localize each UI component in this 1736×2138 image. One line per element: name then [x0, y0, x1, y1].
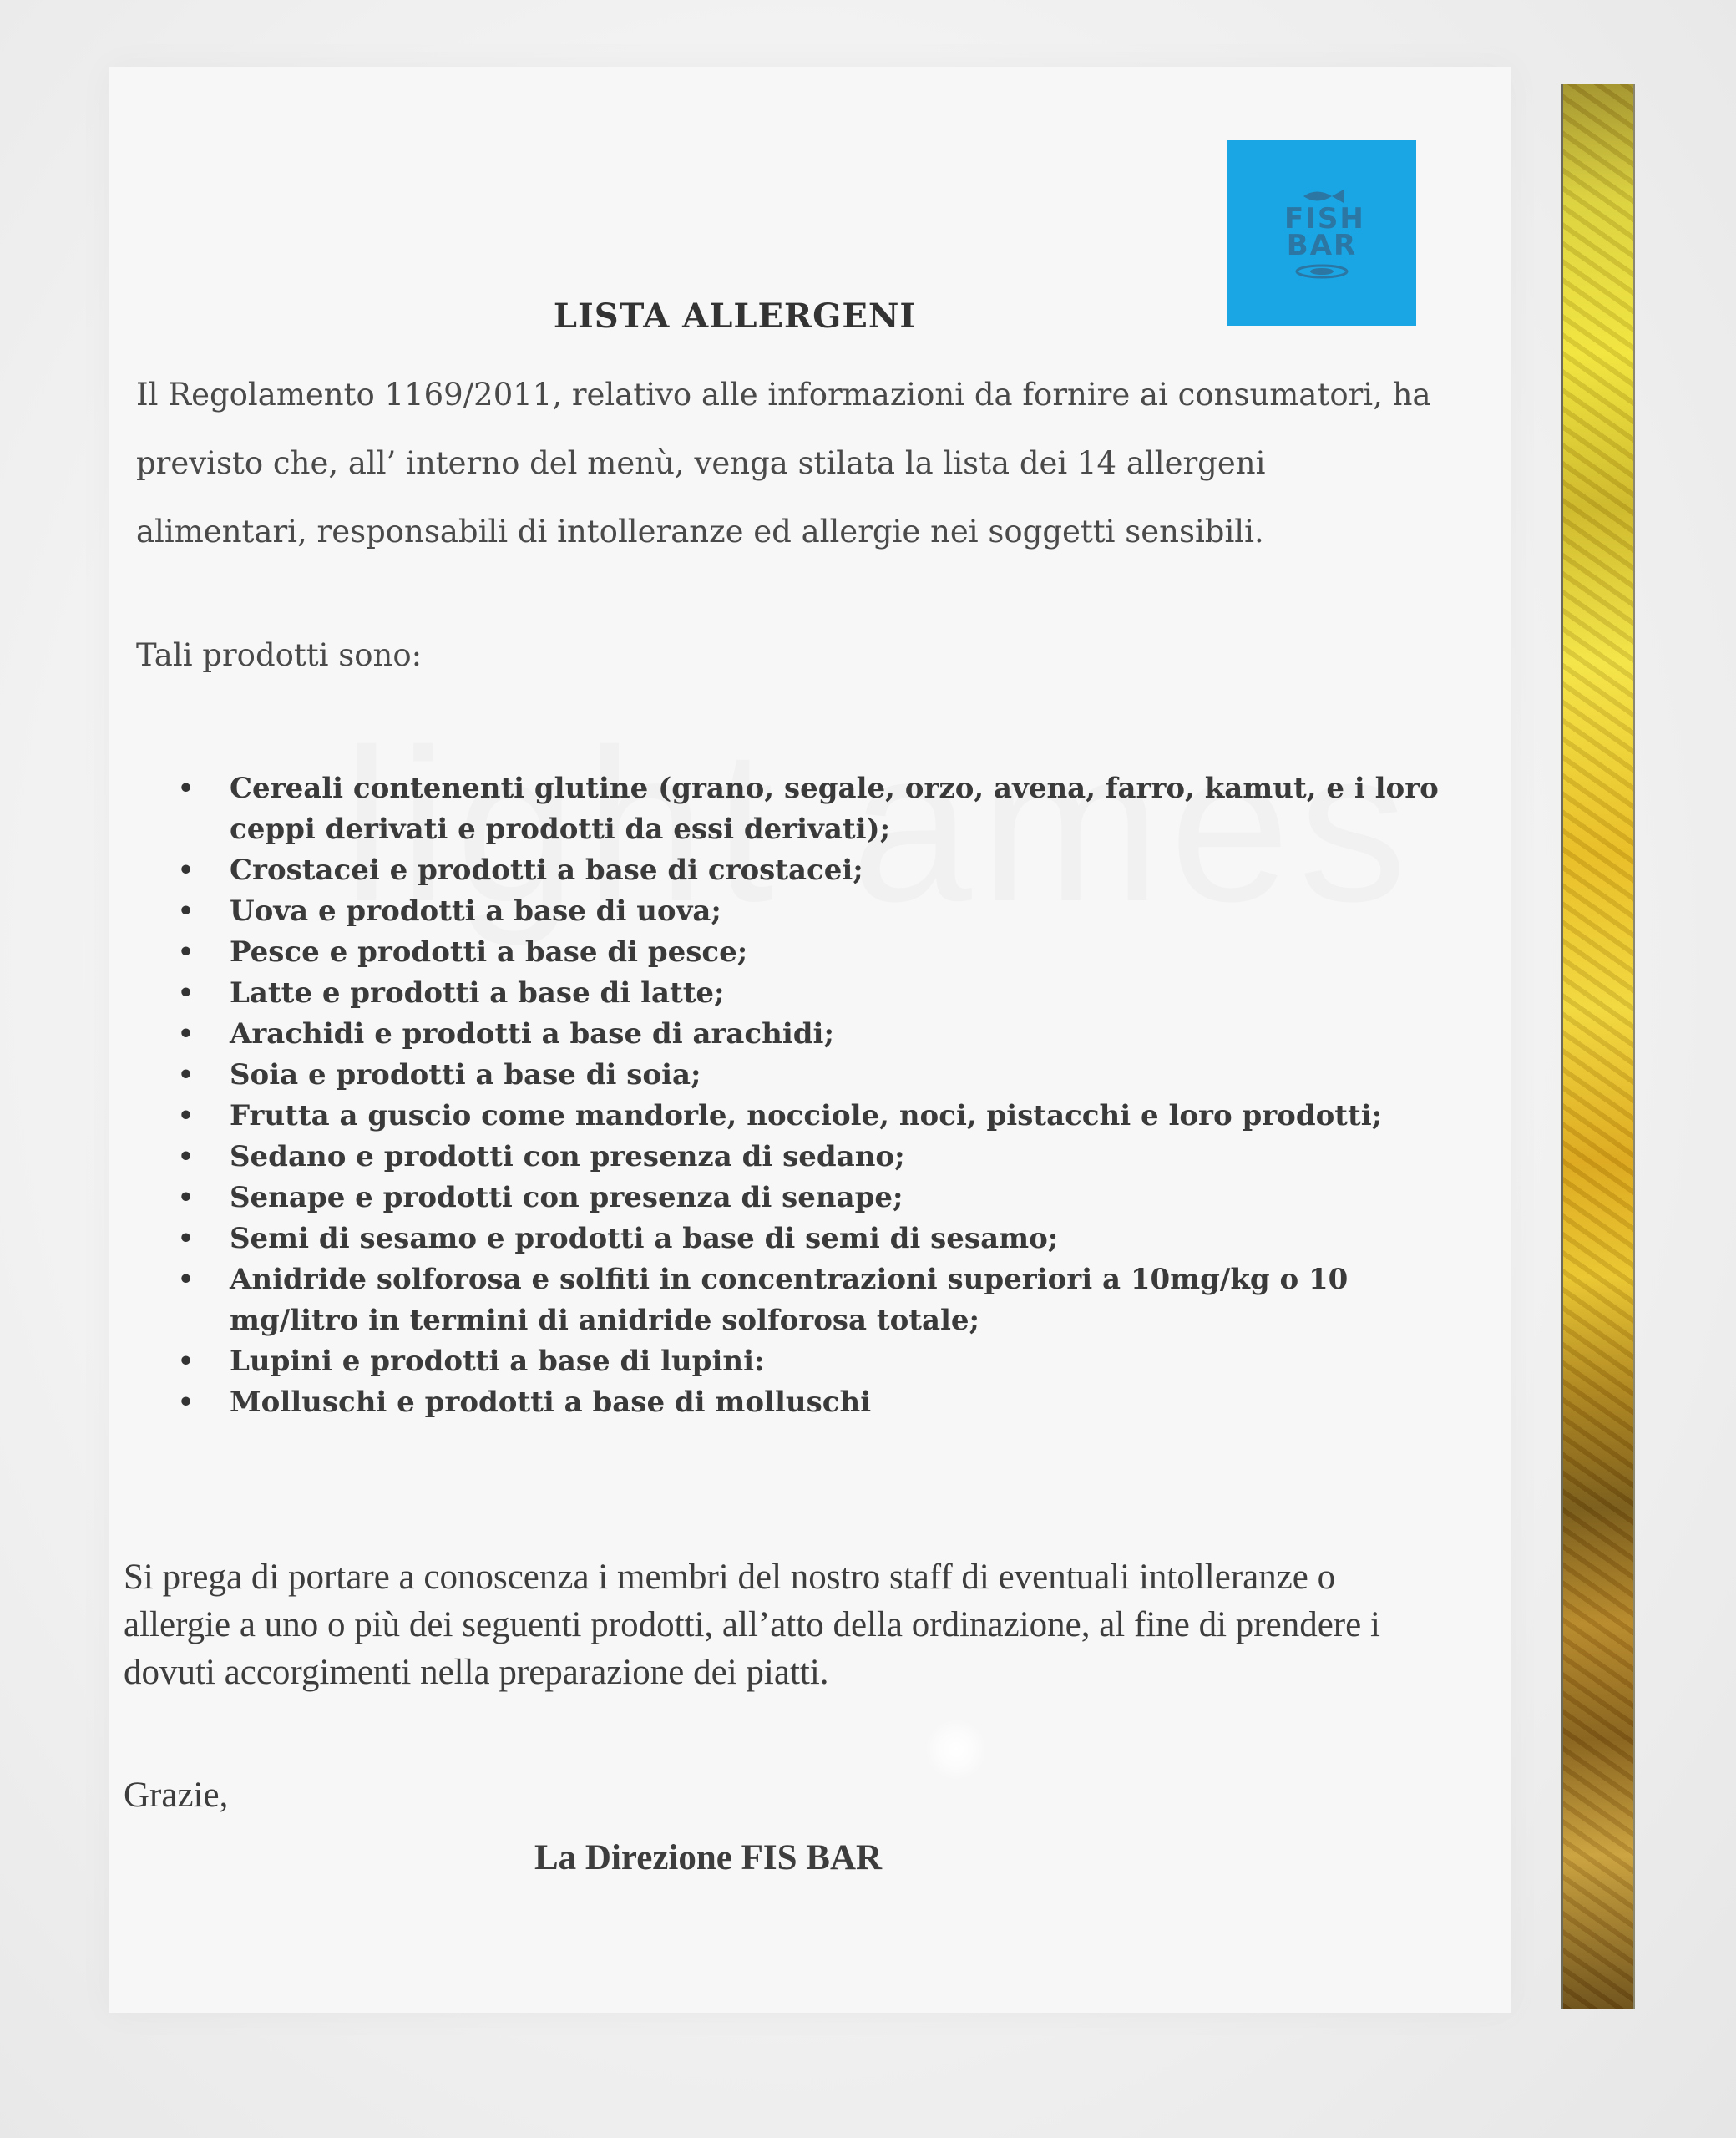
- sunflower-strip-image: [1561, 84, 1635, 2009]
- allergen-item: [178, 1055, 1465, 1096]
- allergen-item: [178, 891, 1465, 932]
- bullet-icon: •: [178, 1388, 195, 1417]
- bullet-icon: •: [178, 774, 195, 803]
- allergen-item: [178, 1137, 1465, 1178]
- allergen-label: Uova e prodotti a base di uova;: [230, 894, 721, 928]
- allergen-label: Pesce e prodotti a base di pesce;: [230, 935, 748, 969]
- signature-text: La Direzione FIS BAR: [534, 1838, 883, 1877]
- bullet-icon: •: [178, 1142, 195, 1172]
- bullet-icon: •: [178, 856, 195, 885]
- light-glare: [927, 1720, 985, 1779]
- intro-paragraph: Il Regolamento 1169/2011, relativo alle informazioni da fornire ai consumatori, ha previsto che, all’ interno del menù, venga stilata la lista dei 14 allergeni alimentari, responsabili di intolleranze ed allergie nei soggetti sensibili.: [136, 377, 1431, 550]
- allergen-item: [178, 1178, 1465, 1218]
- allergen-item: [178, 1218, 1465, 1259]
- bullet-icon: •: [178, 1020, 195, 1049]
- document-title: LISTA ALLERGENI: [553, 296, 917, 336]
- allergen-item: [178, 1096, 1465, 1137]
- allergen-label: Soia e prodotti a base di soia;: [230, 1058, 701, 1092]
- allergen-item: [178, 932, 1465, 973]
- allergen-item: [178, 850, 1465, 891]
- allergen-label: Latte e prodotti a base di latte;: [230, 976, 725, 1010]
- allergen-item: [178, 973, 1465, 1014]
- plate-icon: [1293, 264, 1351, 279]
- allergen-item: [178, 768, 1465, 850]
- closing-paragraph: Si prega di portare a conoscenza i membri del nostro staff di eventuali intolleranze o allergie a uno o più dei seguenti prodotti, all’atto della ordinazione, al fine di prendere i dovuti accorgimenti nella preparazione dei piatti.: [124, 1558, 1380, 1692]
- thanks-text: Grazie,: [124, 1776, 229, 1815]
- allergen-label: Frutta a guscio come mandorle, nocciole, noci, pistacchi e loro prodotti;: [230, 1099, 1383, 1132]
- allergen-label: Cereali contenenti glutine (grano, segale, orzo, avena, farro, kamut, e i loro ceppi derivati e prodotti da essi derivati);: [230, 772, 1439, 846]
- logo-line-2: BAR: [1286, 229, 1358, 262]
- allergen-item: [178, 1341, 1465, 1382]
- allergen-item: [178, 1259, 1465, 1341]
- allergen-label: Crostacei e prodotti a base di crostacei;: [230, 854, 863, 887]
- allergen-label: Molluschi e prodotti a base di molluschi: [230, 1386, 872, 1419]
- allergen-label: Lupini e prodotti a base di lupini:: [230, 1345, 765, 1378]
- bullet-icon: •: [178, 1347, 195, 1376]
- bullet-icon: •: [178, 938, 195, 967]
- allergen-label: Arachidi e prodotti a base di arachidi;: [230, 1017, 834, 1051]
- allergen-label: Semi di sesamo e prodotti a base di semi di sesamo;: [230, 1222, 1059, 1255]
- allergen-label: Senape e prodotti con presenza di senape;: [230, 1181, 903, 1214]
- logo-line-1: FISH: [1284, 202, 1365, 236]
- allergen-item: [178, 1382, 1465, 1423]
- bullet-icon: •: [178, 979, 195, 1008]
- allergen-item: [178, 1014, 1465, 1055]
- bullet-icon: •: [178, 1265, 195, 1294]
- list-lead-text: Tali prodotti sono:: [136, 637, 423, 673]
- bullet-icon: •: [178, 897, 195, 926]
- allergen-list: [171, 768, 1465, 1423]
- bullet-icon: •: [178, 1061, 195, 1090]
- allergen-label: Sedano e prodotti con presenza di sedano;: [230, 1140, 905, 1173]
- bullet-icon: •: [178, 1224, 195, 1254]
- allergen-label: Anidride solforosa e solfiti in concentrazioni superiori a 10mg/kg o 10 mg/litro in termini di anidride solforosa totale;: [230, 1263, 1349, 1337]
- bullet-icon: •: [178, 1102, 195, 1131]
- bullet-icon: •: [178, 1183, 195, 1213]
